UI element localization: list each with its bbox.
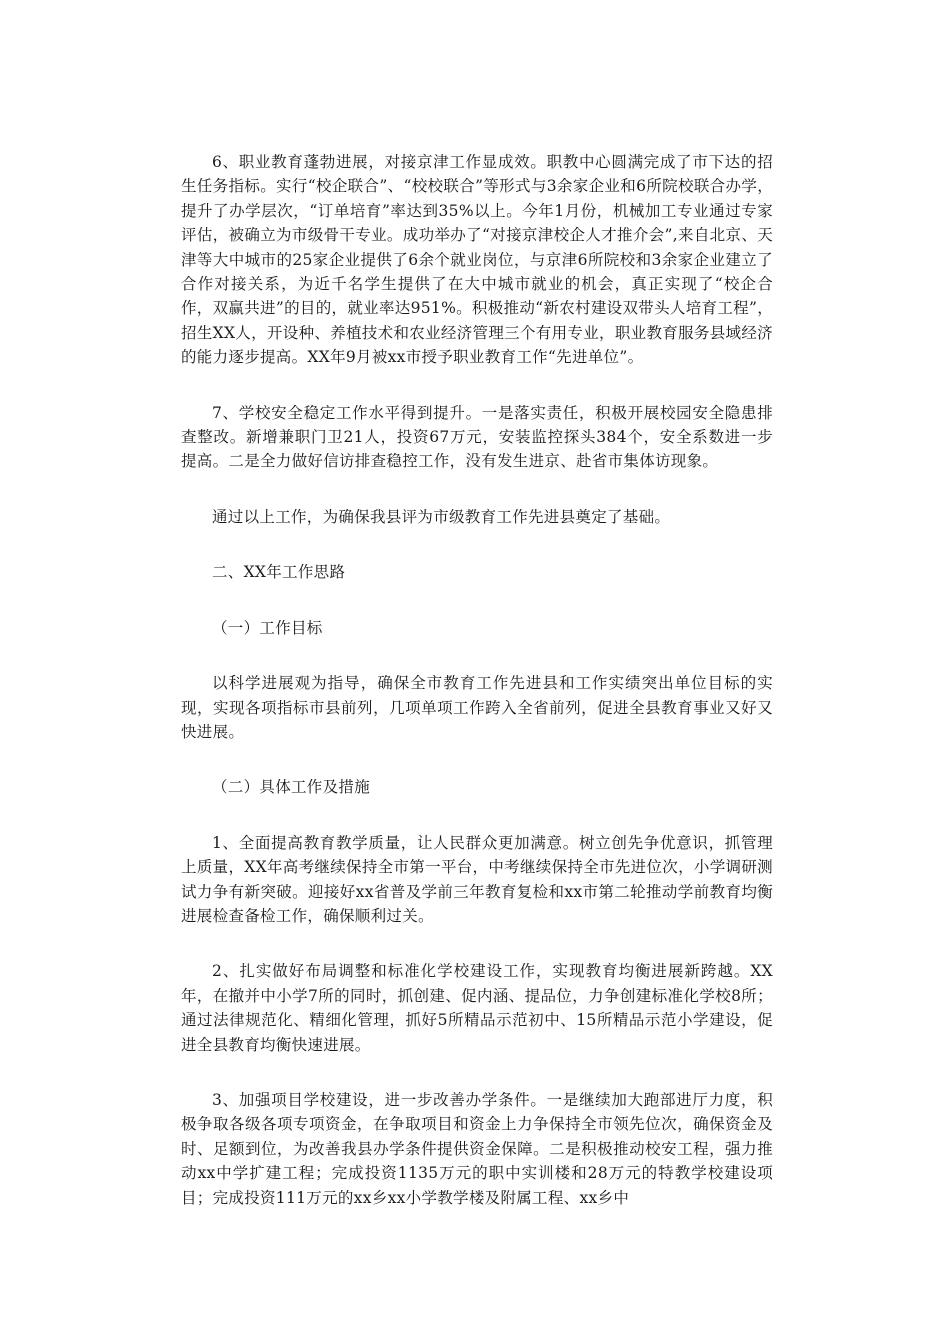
- paragraph-goals: 以科学进展观为指导，确保全市教育工作先进县和工作实绩突出单位目标的实现，实现各项指标市县前列，几项单项工作跨入全省前列，促进全县教育事业又好又快进展。: [181, 674, 773, 741]
- paragraph-summary: 通过以上工作，为确保我县评为市级教育工作先进县奠定了基础。: [212, 507, 671, 526]
- paragraph-school-safety: 7、学校安全稳定工作水平得到提升。一是落实责任，积极开展校园安全隐患排查整改。新增兼职门卫21人，投资67万元，安装监控探头384个，安全系数进一步提高。二是全力做好信访排查稳控工作，没有发生进京、赴省市集体访现象。: [181, 403, 773, 471]
- paragraph-gap: [181, 585, 773, 616]
- paragraph-vocational-education: 6、职业教育蓬勃进展，对接京津工作显成效。职教中心圆满完成了市下达的招生任务指标。实行“校企联合”、“校校联合”等形式与3余家企业和6所院校联合办学，提升了办学层次，“订单培育”率达到35%以上。今年1月份，机械加工专业通过专家评估，被确立为市级骨干专业。成功举办了“对接京津校企人才推介会”,来自北京、天津等大中城市的25家企业提供了6余个就业岗位，与京津6所院校和3余家企业建立了合作对接关系，为近千名学生提供了在大中城市就业的机会，真正实现了“校企合作，双赢共进”的目的，就业率达951%。积极推动“新农村建设双带头人培育工程”，招生XX人，开设种、养植技术和农业经济管理三个有用专业，职业教育服务县域经济的能力逐步提高。XX年9月被xx市授予职业教育工作“先进单位”。: [181, 153, 773, 367]
- paragraph-gap: [181, 370, 773, 401]
- paragraph-gap: [181, 529, 773, 560]
- section-heading-work-plan: 二、XX年工作思路: [212, 563, 346, 582]
- paragraph-gap: [181, 928, 773, 959]
- paragraph-project-construction: 3、加强项目学校建设，进一步改善办学条件。一是继续加大跑部进厅力度，积极争取各级各项专项资金，在争取项目和资金上力争保持全市领先位次，确保资金及时、足额到位，为改善我县办学条件提供资金保障。二是积极推动校安工程，强力推动xx中学扩建工程；完成投资1135万元的职中实训楼和28万元的特教学校建设项目；完成投资111万元的xx乡xx小学教学楼及附属工程、xx乡中: [181, 1090, 773, 1207]
- subsection-heading-goals: （一）工作目标: [212, 618, 323, 637]
- paragraph-gap: [181, 1057, 773, 1088]
- paragraph-gap: [181, 744, 773, 775]
- paragraph-gap: [181, 474, 773, 505]
- subsection-heading-measures: （二）具体工作及措施: [212, 778, 371, 797]
- paragraph-teaching-quality: 1、全面提高教育教学质量，让人民群众更加满意。树立创先争优意识，抓管理上质量，XX年高考继续保持全市第一平台，中考继续保持全市先进位次，小学调研测试力争有新突破。迎接好xx省普及学前三年教育复检和xx市第二轮推动学前教育均衡进展检查备检工作，确保顺利过关。: [181, 833, 773, 925]
- paragraph-standardization: 2、扎实做好布局调整和标准化学校建设工作，实现教育均衡进展新跨越。XX年，在撤并中小学7所的同时，抓创建、促内涵、提品位，力争创建标准化学校8所；通过法律规范化、精细化管理，抓好5所精品示范初中、15所精品示范小学建设，促进全县教育均衡快速进展。: [181, 962, 773, 1054]
- paragraph-gap: [181, 800, 773, 831]
- document-page: [181, 150, 773, 1210]
- paragraph-gap: [181, 640, 773, 671]
